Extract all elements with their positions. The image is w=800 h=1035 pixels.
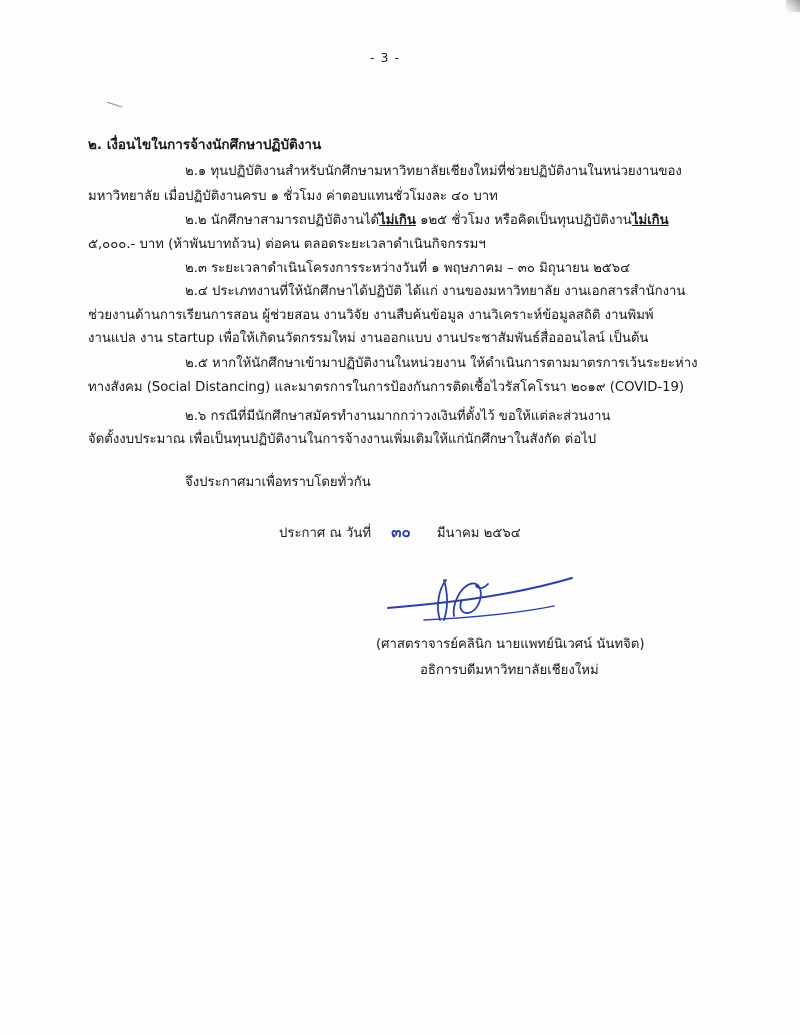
date-prefix: ประกาศ ณ วันที่ [279,526,372,541]
signatory-name: (ศาสตราจารย์คลินิก นายแพทย์นิเวศน์ นันทจิต) [376,637,645,652]
clause-2-6-line-1: ๒.๖ กรณีที่มีนักศึกษาสมัครทำงานมากกว่าวงเงินที่ตั้งไว้ ขอให้แต่ละส่วนงาน [185,409,611,424]
clause-2-2-text-b: ๑๒๕ ชั่วโมง หรือคิดเป็นทุนปฏิบัติงาน [415,213,632,228]
clause-2-2-emphasis-a: ไม่เกิน [379,213,416,228]
clause-2-6-line-2: จัดตั้งงบประมาณ เพื่อเป็นทุนปฏิบัติงานในการจ้างงานเพิ่มเติมให้แก่นักศึกษาในสังกัด ต่อไป [88,432,597,447]
clause-2-4-line-1: ๒.๔ ประเภทงานที่ให้นักศึกษาได้ปฏิบัติ ได้แก่ งานของมหาวิทยาลัย งานเอกสารสำนักงาน [185,284,686,299]
clause-2-1-line-2: มหาวิทยาลัย เมื่อปฏิบัติงานครบ ๑ ชั่วโมง ค่าตอบแทนชั่วโมงละ ๔๐ บาท [88,189,498,204]
clause-2-5-line-2: ทางสังคม (Social Distancing) และมาตรการในการป้องกันการติดเชื้อไวรัสโคโรนา ๒๐๑๙ (COVID-19) [88,380,685,395]
announcement-date [279,523,521,543]
date-month-year: มีนาคม ๒๕๖๔ [436,526,521,541]
clause-2-1-line-1: ๒.๑ ทุนปฏิบัติงานสำหรับนักศึกษามหาวิทยาลัยเชียงใหม่ที่ช่วยปฏิบัติงานในหน่วยงานของ [185,164,682,179]
clause-2-2-line-1 [185,212,669,230]
clause-2-5-line-1: ๒.๕ หากให้นักศึกษาเข้ามาปฏิบัติงานในหน่วยงาน ให้ดำเนินการตามมาตรการเว้นระยะห่าง [185,356,698,371]
clause-2-4-line-2: ช่วยงานด้านการเรียนการสอน ผู้ช่วยสอน งานวิจัย งานสืบค้นข้อมูล งานวิเคราะห์ข้อมูลสถิติ งานพิมพ์ [88,308,654,323]
clause-2-2-emphasis-b: ไม่เกิน [631,213,669,228]
date-day: ๓๐ [391,523,411,541]
scan-stray-mark [106,102,123,112]
signature-image [384,568,580,630]
page-number: - 3 - [370,50,400,65]
clause-2-3-line-1: ๒.๓ ระยะเวลาดำเนินโครงการระหว่างวันที่ ๑ พฤษภาคม – ๓๐ มิถุนายน ๒๕๖๔ [185,261,631,276]
announcement-line: จึงประกาศมาเพื่อทราบโดยทั่วกัน [185,475,371,490]
section-heading: ๒. เงื่อนไขในการจ้างนักศึกษาปฏิบัติงาน [88,137,322,153]
clause-2-4-line-3: งานแปล งาน startup เพื่อให้เกิดนวัตกรรมใหม่ งานออกแบบ งานประชาสัมพันธ์สื่อออนไลน์ เป็นต้น [88,331,649,346]
clause-2-2-text-a: ๒.๒ นักศึกษาสามารถปฏิบัติงานได้ [185,213,380,228]
scan-corner-shadow [786,0,800,12]
signatory-title: อธิการบดีมหาวิทยาลัยเชียงใหม่ [420,663,599,678]
clause-2-2-line-2: ๕,๐๐๐.- บาท (ห้าพันบาทถ้วน) ต่อคน ตลอดระยะเวลาดำเนินกิจกรรมฯ [88,237,486,252]
